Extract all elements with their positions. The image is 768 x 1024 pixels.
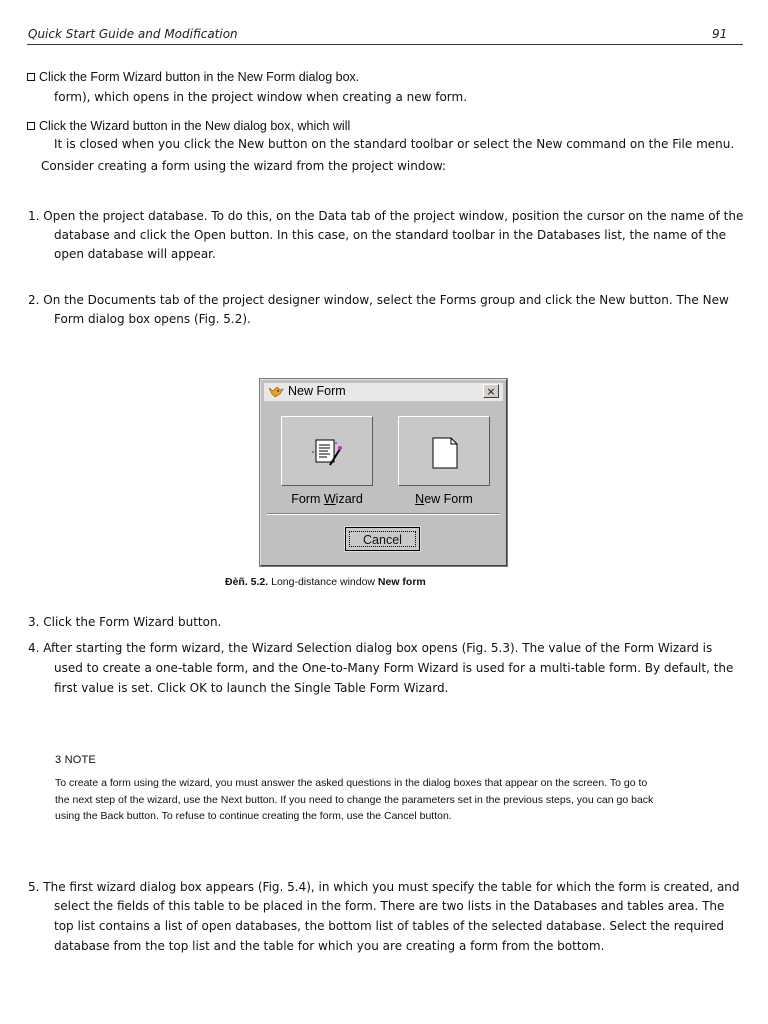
fox-app-icon [268,385,284,399]
blank-page-icon [427,435,463,471]
new-form-dialog [260,379,507,566]
running-header-title: Quick Start Guide and Modification [28,27,238,41]
step-1-line: database and click the Open button. In this case, on the standard toolbar in the Databases list, the name of the [54,228,726,242]
step-5-line: 5. The first wizard dialog box appears (Fig. 5.4), in which you must specify the table for which the form is created, and [28,880,740,894]
checkbox-bullet-icon [27,122,35,130]
note-line: the next step of the wizard, use the Next button. If you need to change the parameters set in the previous steps, you can go back [55,794,654,806]
step-1-line: open database will appear. [54,247,216,261]
note-line: To create a form using the wizard, you must answer the asked questions in the dialog boxes that appear on the screen. To go to [55,777,648,789]
form-wizard-button[interactable] [281,416,373,486]
step-4-line: first value is set. Click OK to launch the Single Table Form Wizard. [54,681,449,695]
note-line: using the Back button. To refuse to continue creating the form, use the Cancel button. [55,810,452,822]
step-2-line: Form dialog box opens (Fig. 5.2). [54,312,251,326]
dialog-title: New Form [288,384,346,398]
page-number: 91 [712,27,728,41]
cancel-button-label: Cancel [349,531,416,547]
dialog-titlebar [264,383,503,401]
step-4-line: 4. After starting the form wizard, the Wizard Selection dialog box opens (Fig. 5.3). The value of the Form Wizard is [28,641,713,655]
close-button[interactable]: × [483,384,499,398]
header-rule [27,44,743,45]
bullet-item-2 [27,118,350,134]
bullet-continuation: form), which opens in the project window when creating a new form. [54,90,468,104]
new-form-label: New Form [415,492,473,506]
bullet-text: Click the Form Wizard button in the New Form dialog box. [39,70,360,84]
step-4-line: used to create a one-table form, and the One-to-Many Form Wizard is used for a multi-table form. By default, the [54,661,734,675]
step-5-line: database from the top list and the table for which you are creating a form from the bottom. [54,939,605,953]
wand-document-icon [310,435,346,471]
new-form-button[interactable] [398,416,490,486]
caption-text: Long-distance window [268,576,378,588]
step-2-line: 2. On the Documents tab of the project designer window, select the Forms group and click the New button. The New [28,293,729,307]
form-wizard-label: Form Wizard [291,492,363,506]
figure-caption [225,576,426,588]
checkbox-bullet-icon [27,73,35,81]
intro-paragraph: Consider creating a form using the wizard from the project window: [41,159,447,173]
step-5-line: top list contains a list of open databases, the bottom list of tables of the selected database. Select the required [54,919,725,933]
dialog-separator [267,513,500,515]
cancel-button[interactable] [345,527,420,551]
bullet-continuation: It is closed when you click the New button on the standard toolbar or select the New command on the File menu. [54,137,735,151]
caption-bold: New form [377,576,426,588]
bullet-item-1 [27,69,359,85]
bullet-text: Click the Wizard button in the New dialog box, which will [39,119,351,133]
step-3-line: 3. Click the Form Wizard button. [28,615,222,629]
step-5-line: select the fields of this table to be placed in the form. There are two lists in the Databases and tables area. The [54,899,725,913]
caption-number: Đèñ. 5.2. [225,576,269,588]
step-1-line: 1. Open the project database. To do this, on the Data tab of the project window, position the cursor on the name of the [28,209,744,223]
note-heading: 3 NOTE [55,754,96,766]
